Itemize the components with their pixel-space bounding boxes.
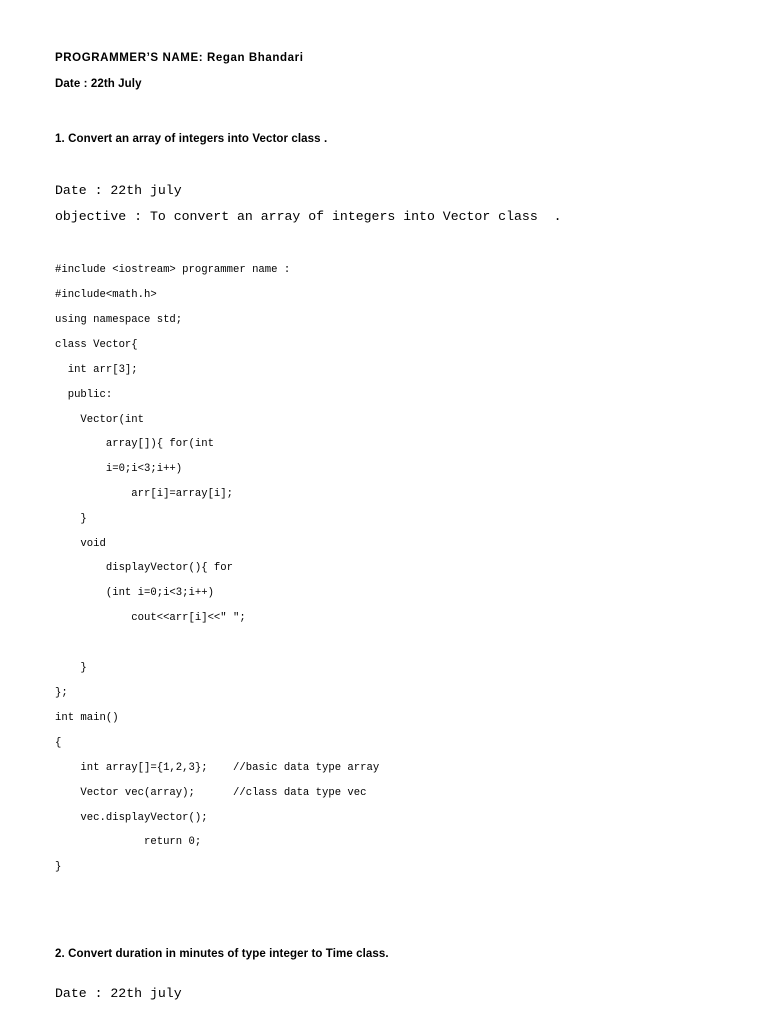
code-line: cout<<arr[i]<<" "; [55,612,246,624]
code-line: } [55,861,62,873]
code-line: } [55,513,87,525]
code-line: class Vector{ [55,339,138,351]
code-line: (int i=0;i<3;i++) [55,587,214,599]
code-line: void [55,538,106,550]
code-line: displayVector(){ for [55,562,234,574]
section-1-date: Date : 22th july [55,183,182,198]
code-line: int arr[3]; [55,364,138,376]
code-line: #include <iostream> programmer name : [55,264,291,276]
section-1-objective: objective : To convert an array of integers into Vector class . [55,209,562,224]
code-line: Vector(int [55,414,145,426]
section-2-date: Date : 22th july [55,986,182,1001]
section-2-heading: 2. Convert duration in minutes of type integer to Time class. [55,948,389,960]
code-line: public: [55,389,113,401]
code-line: }; [55,687,68,699]
code-line: arr[i]=array[i]; [55,488,234,500]
code-line: return 0; [55,836,202,848]
code-line: Vector vec(array); //class data type vec [55,787,367,799]
code-line: { [55,737,62,749]
code-line: i=0;i<3;i++) [55,463,183,475]
code-line: #include<math.h> [55,289,157,301]
code-line: } [55,662,87,674]
code-line: using namespace std; [55,314,183,326]
code-line: int main() [55,712,119,724]
section-1-heading: 1. Convert an array of integers into Vector class . [55,133,328,145]
code-line: vec.displayVector(); [55,812,208,824]
code-line: int array[]={1,2,3}; //basic data type array [55,762,380,774]
header-date: Date : 22th July [55,78,142,90]
code-line: array[]){ for(int [55,438,214,450]
programmer-name: PROGRAMMER’S NAME: Regan Bhandari [55,52,304,64]
